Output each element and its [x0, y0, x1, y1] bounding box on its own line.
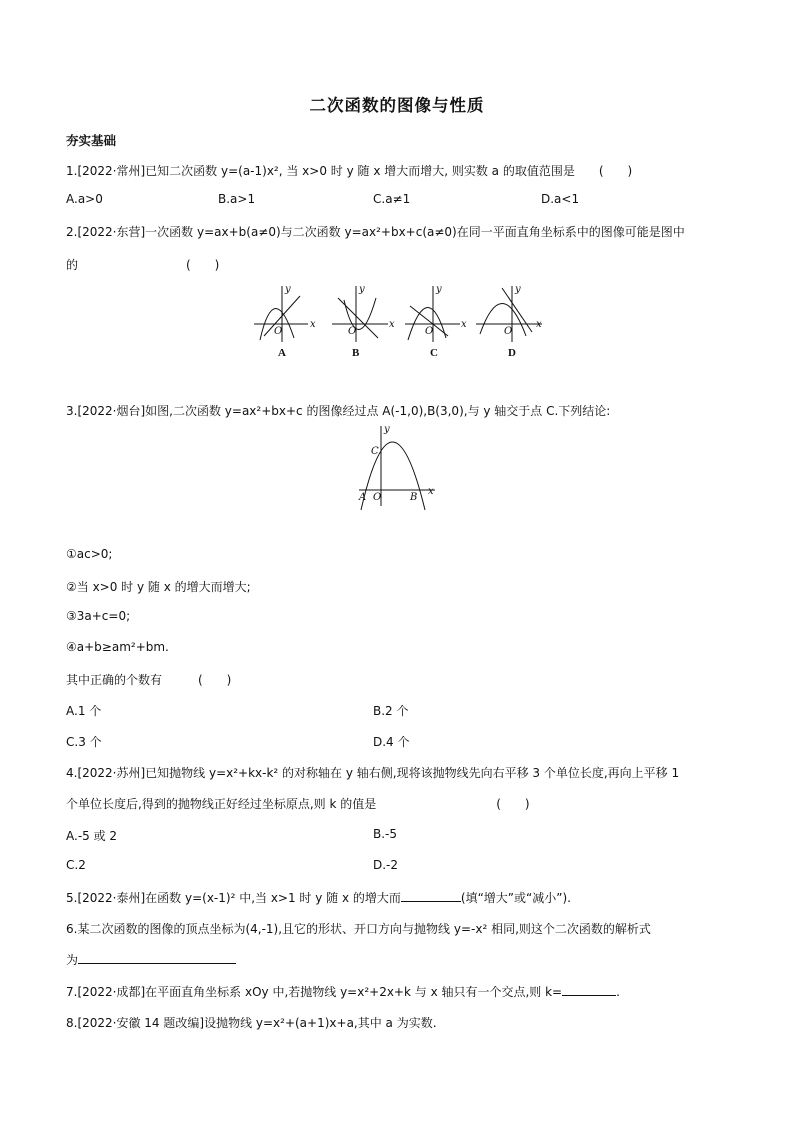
q4-option-b: B.-5 — [373, 827, 398, 841]
q2-c-x-label: x — [461, 319, 467, 330]
question-2-stem-line2: 的 ( ) — [66, 258, 220, 272]
q2-c-y-label: y — [436, 284, 442, 295]
q4-option-d: D.-2 — [373, 858, 399, 872]
q2-c-origin: O — [425, 326, 434, 337]
q7-stem: 7.[2022·成都]在平面直角坐标系 xOy 中,若抛物线 y=x²+2x+k 与 x 轴只有一个交点,则 k= — [66, 985, 563, 999]
q2-a-x-label: x — [310, 319, 316, 330]
q3-option-d: D.4 个 — [373, 735, 410, 749]
q3-conclusion-1: ①ac>0; — [66, 547, 113, 561]
q3-conclusion-4: ④a+b≥am²+bm. — [66, 640, 169, 654]
q2-b-y-label: y — [359, 284, 365, 295]
q2-d-y-label: y — [515, 284, 521, 295]
q2-label-d: D — [508, 347, 516, 359]
question-4-stem-line1: 4.[2022·苏州]已知抛物线 y=x²+kx-k² 的对称轴在 y 轴右侧,现将该抛物线先向右平移 3 个单位长度,再向上平移 1 — [66, 766, 680, 780]
question-8-stem: 8.[2022·安徽 14 题改编]设抛物线 y=x²+(a+1)x+a,其中 a 为实数. — [66, 1016, 437, 1030]
question-6-stem-line1: 6.某二次函数的图像的顶点坐标为(4,-1),且它的形状、开口方向与抛物线 y=-x² 相同,则这个二次函数的解析式 — [66, 922, 651, 936]
q3-option-a: A.1 个 — [66, 704, 102, 718]
q3-point-b: B — [410, 492, 418, 503]
q7-tail: . — [616, 985, 620, 999]
q2-b-origin: O — [348, 326, 357, 337]
question-7 — [66, 983, 620, 1000]
q2-d-parabola — [480, 303, 526, 336]
q5-stem: 5.[2022·泰州]在函数 y=(x-1)² 中,当 x>1 时 y 随 x 的增大而 — [66, 891, 401, 905]
question-2-stem-line1: 2.[2022·东营]一次函数 y=ax+b(a≠0)与二次函数 y=ax²+bx+c(a≠0)在同一平面直角坐标系中的图像可能是图中 — [66, 225, 685, 239]
q3-point-a: A — [359, 492, 367, 503]
q2-a-y-label: y — [285, 284, 291, 295]
q3-ask: 其中正确的个数有 ( ) — [66, 673, 232, 687]
q2-b-parabola — [344, 298, 376, 330]
q6-answer-blank[interactable] — [78, 953, 236, 964]
q4-option-c: C.2 — [66, 858, 86, 872]
q4-option-a: A.-5 或 2 — [66, 829, 118, 843]
q1-option-c: C.a≠1 — [373, 192, 411, 206]
question-6-stem-line2 — [66, 951, 236, 968]
q2-d-x-label: x — [536, 319, 542, 330]
question-1-stem: 1.[2022·常州]已知二次函数 y=(a-1)x², 当 x>0 时 y 随 x 增大而增大, 则实数 a 的取值范围是 ( ) — [66, 164, 633, 178]
q2-b-x-label: x — [389, 319, 395, 330]
q3-parabola-figure — [355, 422, 445, 512]
q6-stem-tail: 为 — [66, 953, 79, 967]
question-3-stem: 3.[2022·烟台]如图,二次函数 y=ax²+bx+c 的图像经过点 A(-1,0),B(3,0),与 y 轴交于点 C.下列结论: — [66, 404, 611, 418]
q3-conclusion-2: ②当 x>0 时 y 随 x 的增大而增大; — [66, 580, 251, 594]
q3-conclusion-3: ③3a+c=0; — [66, 609, 131, 623]
q1-option-d: D.a<1 — [541, 192, 580, 206]
question-4-stem-line2: 个单位长度后,得到的抛物线正好经过坐标原点,则 k 的值是 ( ) — [66, 797, 530, 811]
q5-hint: (填“增大”或“减小”). — [460, 891, 571, 905]
section-heading: 夯实基础 — [66, 133, 117, 148]
q2-label-a: A — [278, 347, 286, 359]
q2-d-origin: O — [504, 326, 513, 337]
q1-option-a: A.a>0 — [66, 192, 103, 206]
q3-origin: O — [373, 492, 382, 503]
q5-answer-blank[interactable] — [401, 891, 461, 902]
q2-graph-figure — [250, 280, 550, 360]
q3-option-b: B.2 个 — [373, 704, 409, 718]
q3-option-c: C.3 个 — [66, 735, 102, 749]
q2-b-line — [338, 298, 378, 338]
q2-label-b: B — [352, 347, 360, 359]
q3-point-c: C — [371, 446, 379, 457]
page-title: 二次函数的图像与性质 — [309, 96, 485, 115]
q2-a-origin: O — [274, 326, 283, 337]
question-5 — [66, 889, 571, 906]
q2-label-c: C — [430, 347, 438, 359]
q7-answer-blank[interactable] — [562, 985, 616, 996]
q3-y-label: y — [384, 424, 390, 435]
q3-x-label: x — [428, 486, 434, 497]
q1-option-b: B.a>1 — [218, 192, 256, 206]
